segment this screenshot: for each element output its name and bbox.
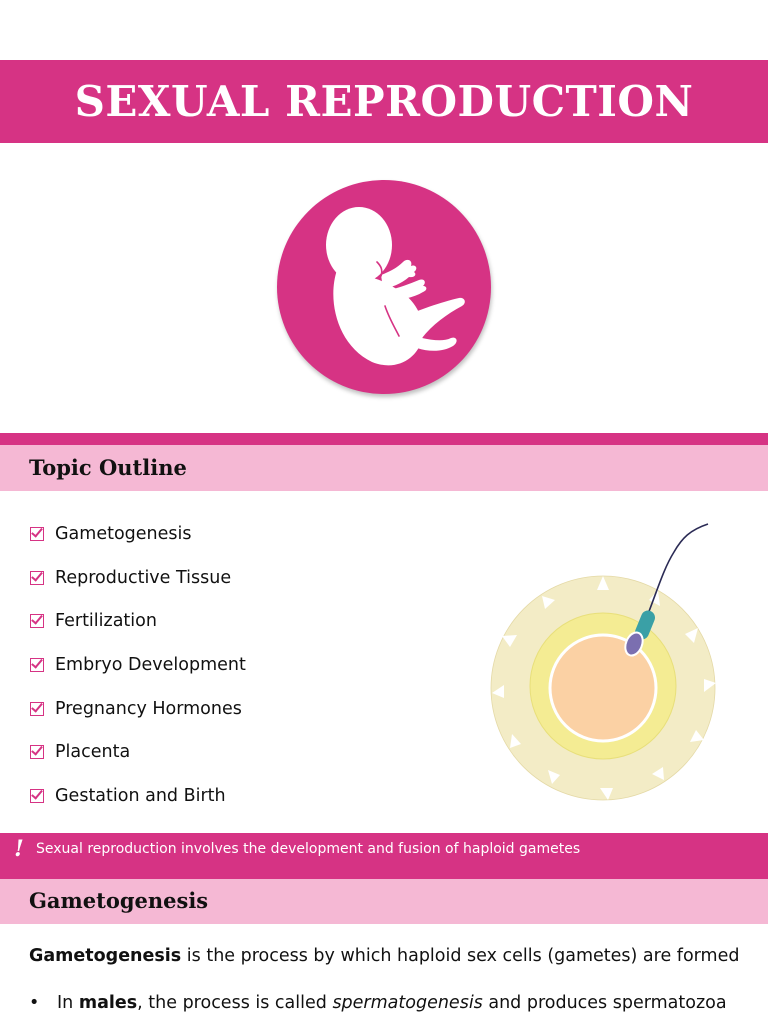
topic-item-gametogenesis [30,512,246,556]
bullet-italic: spermatogenesis [332,993,483,1013]
checkbox-checked-icon [30,571,44,585]
bullet-prefix: In [57,993,79,1013]
definition-text: is the process by which haploid sex cells (gametes) are formed [181,946,740,966]
checkbox-checked-icon [30,658,44,672]
topic-item-label: Fertilization [55,611,157,632]
checkbox-checked-icon [30,789,44,803]
fetus-icon [277,180,491,394]
gametogenesis-definition [29,946,739,966]
bullet-suffix: and produces spermatozoa [482,993,727,1013]
topic-item-embryo-development [30,643,246,687]
exclamation-icon: ! [14,836,24,862]
notice-text: Sexual reproduction involves the development and fusion of haploid gametes [36,841,581,857]
gametogenesis-top-strip [0,865,768,879]
checkbox-checked-icon [30,614,44,628]
topic-item-label: Pregnancy Hormones [55,698,242,719]
topic-item-label: Gestation and Birth [55,785,226,806]
checkbox-checked-icon [30,745,44,759]
checkbox-checked-icon [30,702,44,716]
title-banner [0,60,768,143]
bullet-bold: males [78,993,138,1013]
topic-item-pregnancy-hormones [30,687,246,731]
sperm-fertilizing-egg-icon [468,518,728,808]
notice-bar [0,833,768,865]
topic-item-gestation-and-birth [30,774,246,818]
topic-outline-heading: Topic Outline [29,455,187,480]
checkbox-checked-icon [30,527,44,541]
bullet-middle: , the process is called [137,993,333,1013]
topic-outline-top-strip [0,433,768,445]
fetus-icon-circle [277,180,491,394]
topic-item-fertilization [30,599,246,643]
topic-item-label: Gametogenesis [55,523,192,544]
topic-item-placenta [30,730,246,774]
bullet-icon: • [29,993,40,1013]
topic-item-label: Embryo Development [55,654,246,675]
topic-item-label: Reproductive Tissue [55,567,232,588]
definition-term: Gametogenesis [29,946,182,966]
gametogenesis-heading: Gametogenesis [29,888,209,913]
topic-outline-list [30,512,246,818]
males-bullet [29,993,727,1013]
topic-item-label: Placenta [55,742,131,763]
page-title: SEXUAL REPRODUCTION [74,77,694,126]
topic-item-reproductive-tissue [30,556,246,600]
